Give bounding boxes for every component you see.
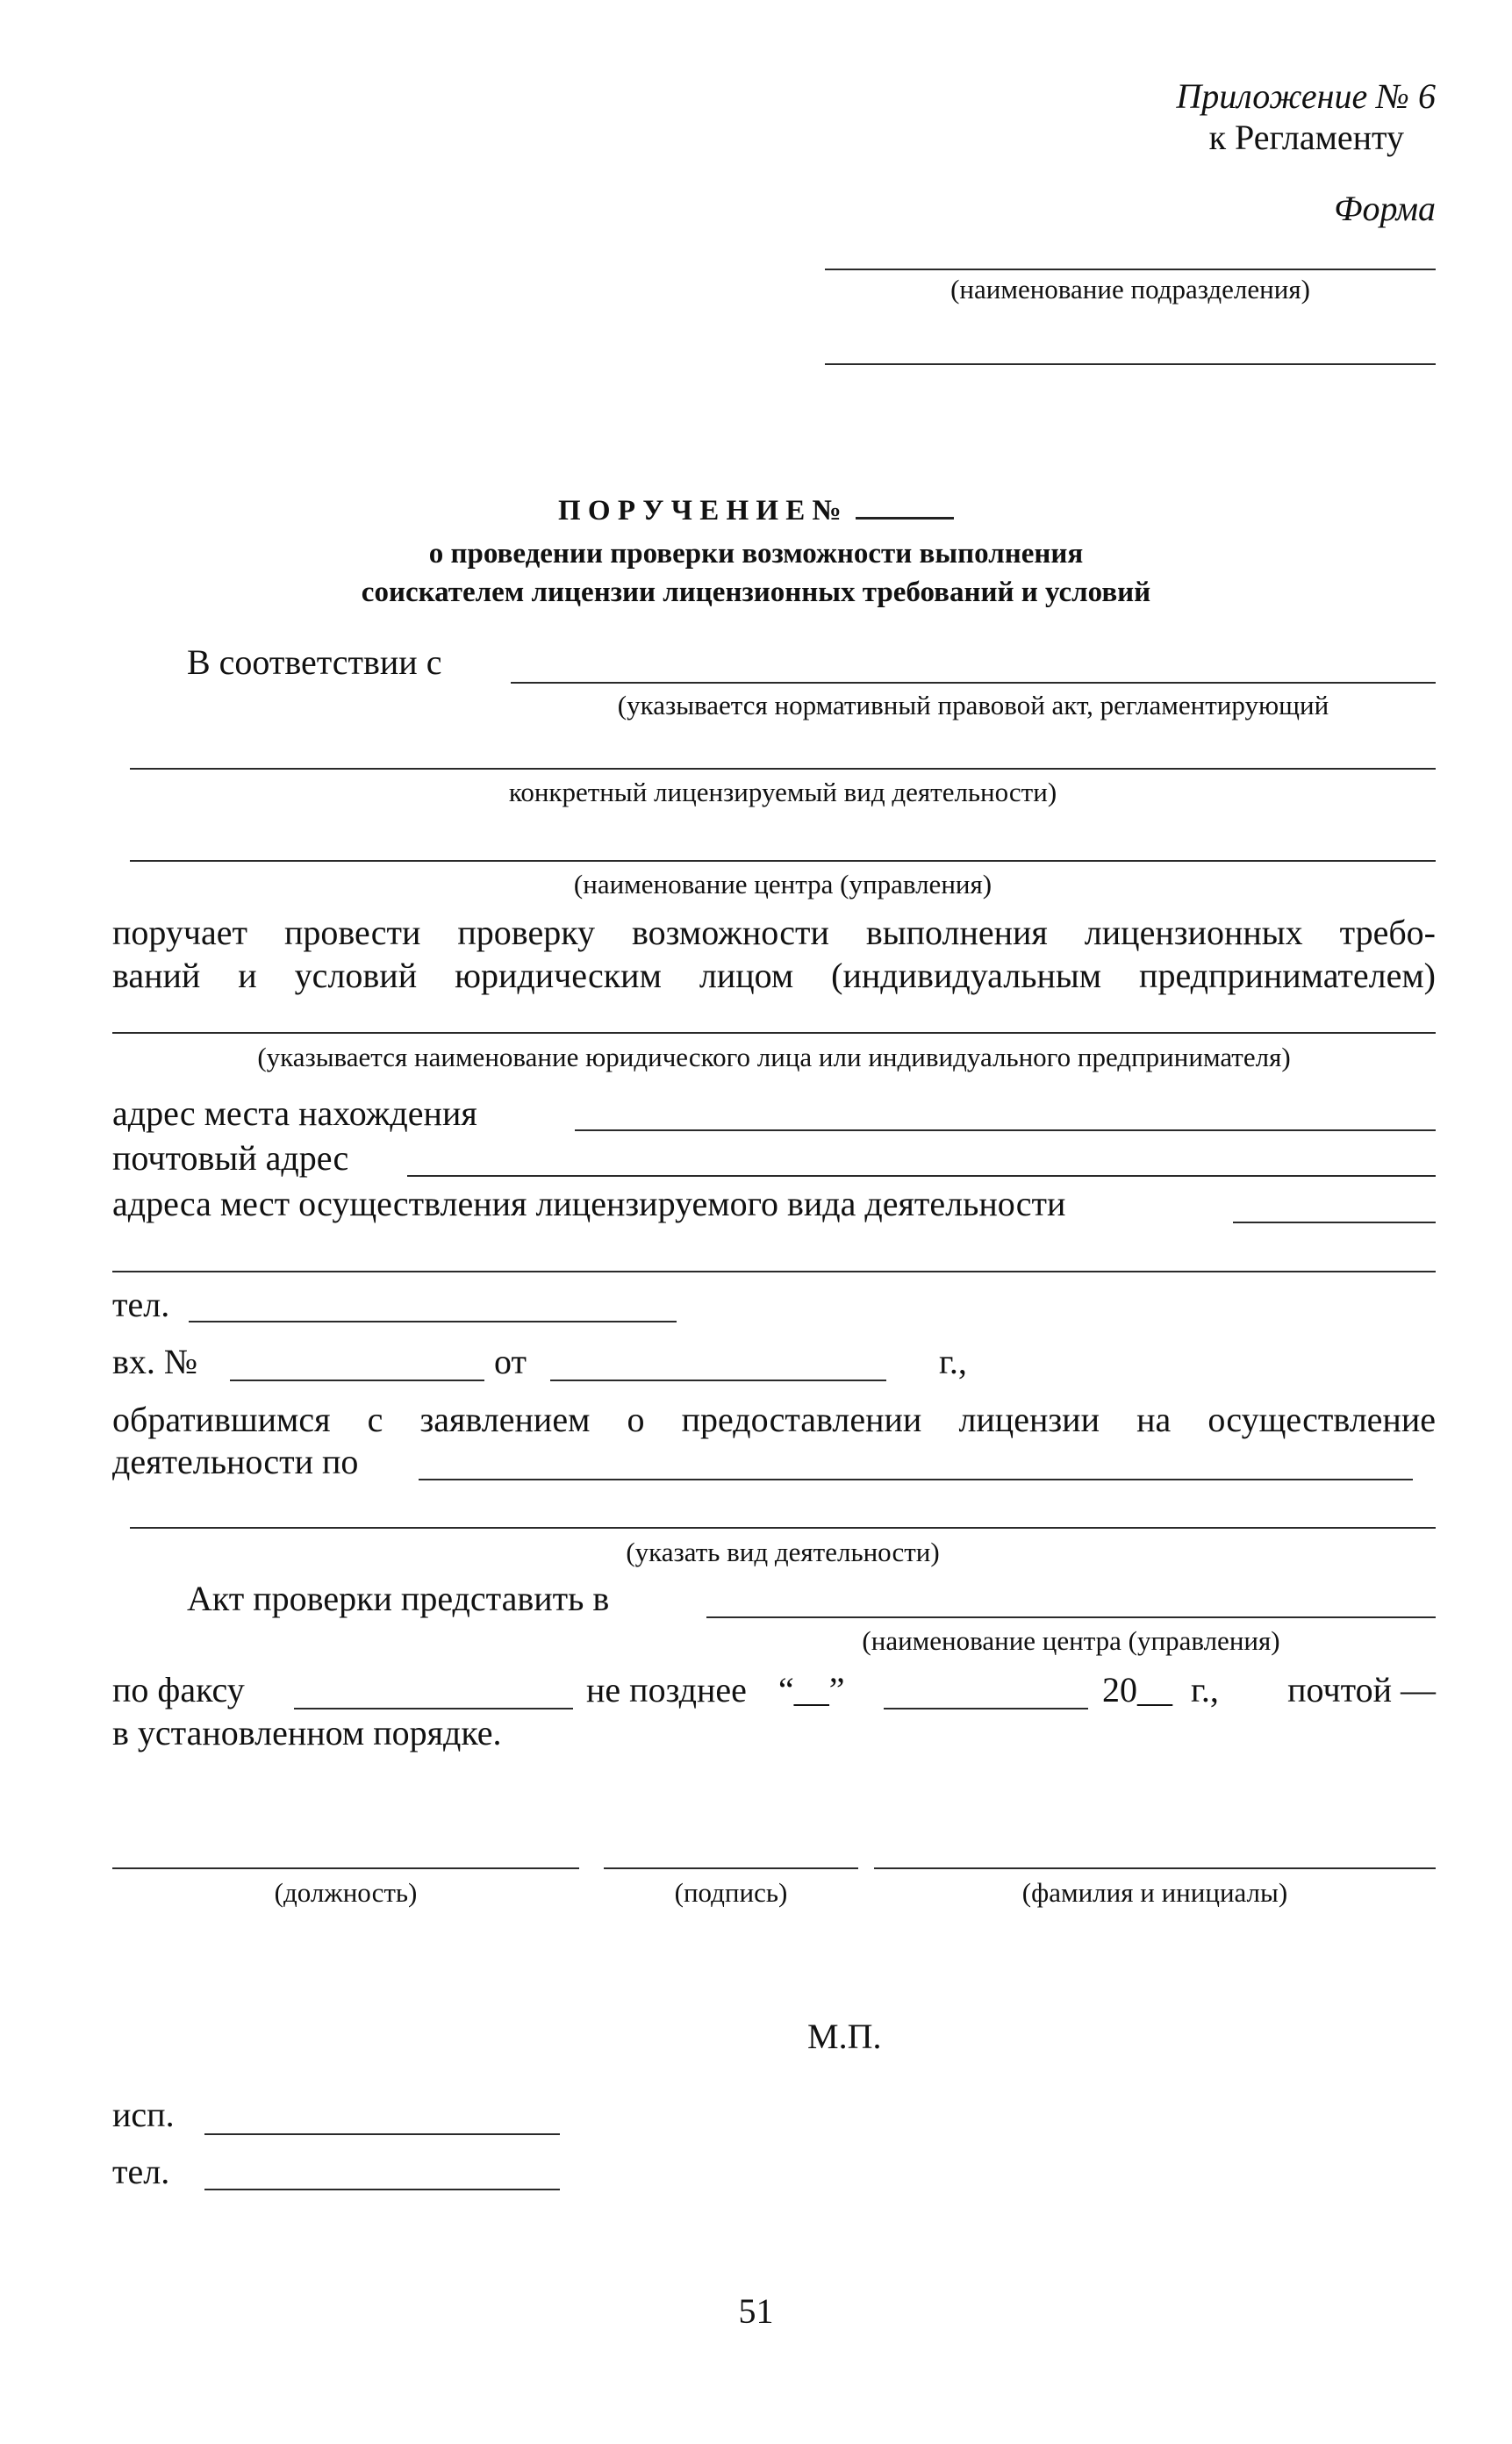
act-caption-2: конкретный лицензируемый вид деятельности) [508, 777, 1057, 807]
tel-label: тел. [112, 1285, 170, 1324]
position-caption: (должность) [274, 1877, 418, 1908]
position-line[interactable] [112, 1867, 579, 1869]
act-line[interactable] [511, 682, 1436, 684]
order-title [0, 493, 1512, 528]
address-location-input[interactable] [575, 1129, 1436, 1131]
entity-caption: (указывается наименование юридического лица или индивидуального предпринимателя) [257, 1042, 1291, 1072]
executor-tel-input[interactable] [204, 2189, 560, 2190]
instructs-line-2: ваний и условий юридическим лицом (индивидуальным предпринимателем) [112, 956, 1436, 995]
tel-input[interactable] [189, 1321, 677, 1322]
department-caption: (наименование подразделения) [950, 274, 1310, 305]
full-name-line[interactable] [874, 1867, 1436, 1869]
form-label: Форма [1334, 189, 1436, 228]
department-line-2[interactable] [825, 363, 1436, 365]
regulation-label: к Регламенту [1208, 118, 1404, 157]
incoming-no-input[interactable] [230, 1380, 484, 1381]
department-line[interactable] [825, 269, 1436, 270]
order-number-line[interactable] [856, 517, 954, 520]
accordance-label: В соответствии с [187, 642, 442, 682]
year-blank: __ [1137, 1670, 1172, 1709]
established-order-text: в установленном порядке. [112, 1713, 502, 1752]
incoming-no-label: вх. № [112, 1342, 198, 1381]
report-center-caption: (наименование центра (управления) [862, 1625, 1280, 1656]
center-line[interactable] [130, 860, 1436, 862]
full-name-caption: (фамилия и инициалы) [1021, 1877, 1288, 1908]
year-prefix: 20 [1102, 1670, 1137, 1709]
activity-addresses-label: адреса мест осуществления лицензируемого вида деятельности [112, 1184, 1066, 1223]
by-fax-label: по факсу [112, 1670, 245, 1709]
postal-address-label: почтовый адрес [112, 1138, 349, 1178]
date-month-input[interactable] [884, 1708, 1088, 1709]
by-mail-label: почтой — [1287, 1670, 1436, 1709]
order-title-text: П О Р У Ч Е Н И Е № [558, 495, 842, 527]
page-number: 51 [738, 2291, 774, 2331]
signature-caption: (подпись) [674, 1877, 788, 1908]
date-year-field[interactable] [1102, 1669, 1172, 1711]
act-line-2[interactable] [130, 768, 1436, 770]
incoming-year-suffix: г., [939, 1342, 967, 1381]
quote-open: “ [778, 1670, 794, 1709]
executor-tel-label: тел. [112, 2152, 170, 2191]
incoming-date-input[interactable] [550, 1380, 886, 1381]
report-center-input[interactable] [706, 1616, 1436, 1618]
fax-input[interactable] [294, 1708, 573, 1709]
executor-label: исп. [112, 2095, 175, 2134]
stamp-label: М.П. [807, 2017, 882, 2056]
not-later-label: не позднее [586, 1670, 747, 1709]
order-subtitle-2: соискателем лицензии лицензионных требований и условий [361, 577, 1151, 608]
activity-addresses-input[interactable] [1233, 1222, 1436, 1223]
date-day-field[interactable] [778, 1669, 845, 1711]
order-subtitle-1: о проведении проверки возможности выполнения [428, 538, 1084, 570]
instructs-line-1: поручает провести проверку возможности выполнения лицензионных требо- [112, 913, 1436, 952]
activity-type-caption: (указать вид деятельности) [626, 1537, 940, 1567]
applied-line-1: обратившимся с заявлением о предоставлении лицензии на осуществление [112, 1400, 1436, 1439]
entity-line[interactable] [112, 1032, 1436, 1034]
applied-line-2: деятельности по [112, 1442, 359, 1481]
activity-addresses-line-2[interactable] [112, 1271, 1436, 1272]
incoming-from-label: от [494, 1342, 527, 1381]
appendix-label: Приложение № 6 [1176, 76, 1436, 116]
center-caption: (наименование центра (управления) [573, 869, 992, 899]
quote-close: ” [828, 1670, 845, 1709]
report-submit-label: Акт проверки представить в [187, 1579, 610, 1618]
day-blank: __ [793, 1670, 829, 1709]
signature-line[interactable] [604, 1867, 858, 1869]
postal-address-input[interactable] [407, 1175, 1436, 1177]
date-year-suffix: г., [1191, 1670, 1219, 1709]
address-location-label: адрес места нахождения [112, 1093, 477, 1133]
activity-type-line-2[interactable] [130, 1527, 1436, 1529]
act-caption-1: (указывается нормативный правовой акт, регламентирующий [617, 690, 1329, 720]
executor-input[interactable] [204, 2133, 560, 2135]
activity-type-input[interactable] [419, 1479, 1413, 1480]
